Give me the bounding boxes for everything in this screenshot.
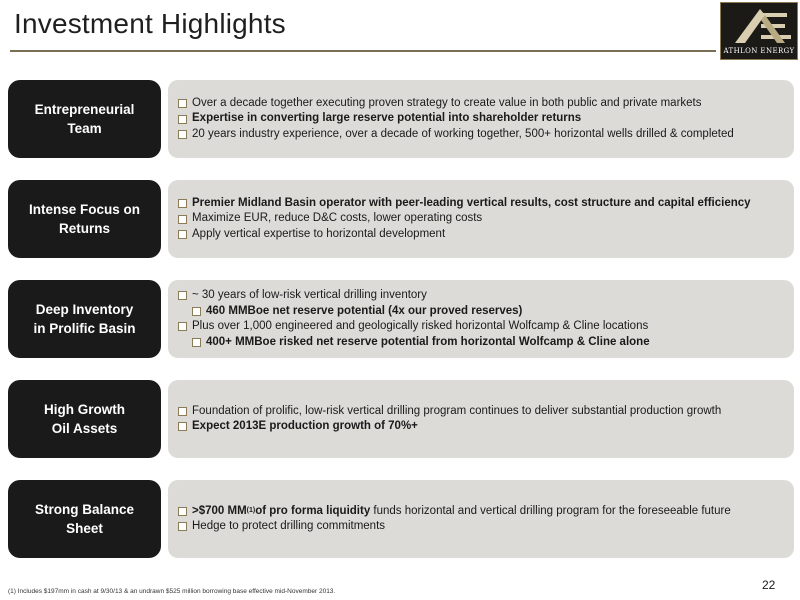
tag-line: Oil Assets (51, 421, 118, 436)
checkbox-bullet-icon (178, 99, 187, 108)
checkbox-bullet-icon (178, 130, 187, 139)
bullet-text: ~ 30 years of low-risk vertical drilling inventory (192, 289, 427, 301)
bullet-item (178, 288, 794, 304)
checkbox-bullet-icon (178, 215, 187, 224)
sub-bullet-item (178, 304, 794, 320)
bullet-item (178, 96, 794, 112)
highlight-row-high-growth (8, 380, 792, 460)
row-panel (168, 180, 794, 258)
bullet-item: >$700 MM (1) of pro forma liquidity funds horizontal and vertical drilling program for the foreseeable future (178, 504, 794, 520)
highlight-row-focus-on-returns (8, 180, 792, 260)
checkbox-bullet-icon (178, 115, 187, 124)
checkbox-bullet-icon (178, 291, 187, 300)
bullet-bold-text: of pro forma liquidity (255, 504, 371, 517)
bullet-item (178, 227, 794, 243)
tag-line: in Prolific Basin (33, 321, 136, 336)
highlight-row-strong-balance-sheet (8, 480, 792, 560)
bullet-text: Expertise in converting large reserve potential into shareholder returns (192, 112, 582, 125)
tag-line: Deep Inventory (35, 302, 134, 317)
bullet-text: 400+ MMBoe risked net reserve potential from horizontal Wolfcamp & Cline alone (206, 335, 650, 348)
bullet-text: Expect 2013E production growth of 70%+ (192, 420, 418, 432)
footnote: (1) Includes $197mm in cash at 9/30/13 & an undrawn $525 million borrowing base effective mid-November 2013. (8, 588, 336, 595)
tag-line: Team (67, 121, 102, 136)
highlight-row-deep-inventory (8, 280, 792, 360)
bullet-text: Maximize EUR, reduce D&C costs, lower operating costs (192, 212, 483, 225)
bullet-text: Premier Midland Basin operator with peer-leading vertical results, cost structure and capital efficiency (192, 196, 751, 209)
tag-line: Returns (58, 221, 110, 236)
row-tag (8, 180, 161, 258)
bullet-text: Plus over 1,000 engineered and geologically risked horizontal Wolfcamp & Cline locations (192, 320, 649, 332)
company-logo (720, 2, 798, 60)
checkbox-bullet-icon (178, 507, 187, 516)
row-tag (8, 280, 161, 358)
checkbox-bullet-icon (178, 422, 187, 431)
bullet-item (178, 111, 794, 127)
title-rule (10, 50, 716, 52)
bullet-text: 20 years industry experience, over a decade of working together, 500+ horizontal wells drilled & completed (192, 127, 734, 140)
checkbox-bullet-icon (192, 307, 201, 316)
checkbox-bullet-icon (178, 522, 187, 531)
row-panel (168, 280, 794, 358)
highlight-row-entrepreneurial-team (8, 80, 792, 160)
bullet-text: Foundation of prolific, low-risk vertical drilling program continues to deliver substantial production growth (192, 404, 722, 417)
bullet-item (178, 419, 794, 435)
tag-line: Intense Focus on (28, 202, 140, 217)
bullet-item (178, 196, 794, 212)
bullet-text: Hedge to protect drilling commitments (192, 520, 386, 532)
bullet-text: Apply vertical expertise to horizontal development (192, 227, 446, 240)
checkbox-bullet-icon (178, 407, 187, 416)
logo-mark-icon (721, 3, 799, 47)
bullet-text: 460 MMBoe net reserve potential (4x our proved reserves) (206, 304, 523, 317)
row-panel (168, 80, 794, 158)
tag-line: Entrepreneurial (34, 102, 135, 117)
tag-line: Strong Balance (34, 502, 135, 517)
sub-bullet-item (178, 335, 794, 351)
bullet-item (178, 319, 794, 335)
bullet-text: funds horizontal and vertical drilling program for the foreseeable future (370, 504, 731, 517)
bullet-item (178, 211, 794, 227)
page-number: 22 (762, 578, 776, 592)
bullet-bold-text: >$700 MM (192, 504, 247, 517)
checkbox-bullet-icon (178, 322, 187, 331)
row-panel (168, 380, 794, 458)
checkbox-bullet-icon (178, 199, 187, 208)
tag-line: Sheet (66, 521, 103, 536)
bullet-item (178, 127, 794, 143)
bullet-item (178, 404, 794, 420)
slide-title: Investment Highlights (14, 8, 286, 39)
row-tag (8, 80, 161, 158)
logo-text: ATHLON ENERGY (723, 47, 795, 55)
bullet-text: Over a decade together executing proven strategy to create value in both public and private markets (192, 96, 702, 109)
checkbox-bullet-icon (192, 338, 201, 347)
checkbox-bullet-icon (178, 230, 187, 239)
bullet-item (178, 519, 794, 535)
tag-line: High Growth (44, 402, 125, 417)
row-panel (168, 480, 794, 558)
row-tag (8, 480, 161, 558)
row-tag (8, 380, 161, 458)
